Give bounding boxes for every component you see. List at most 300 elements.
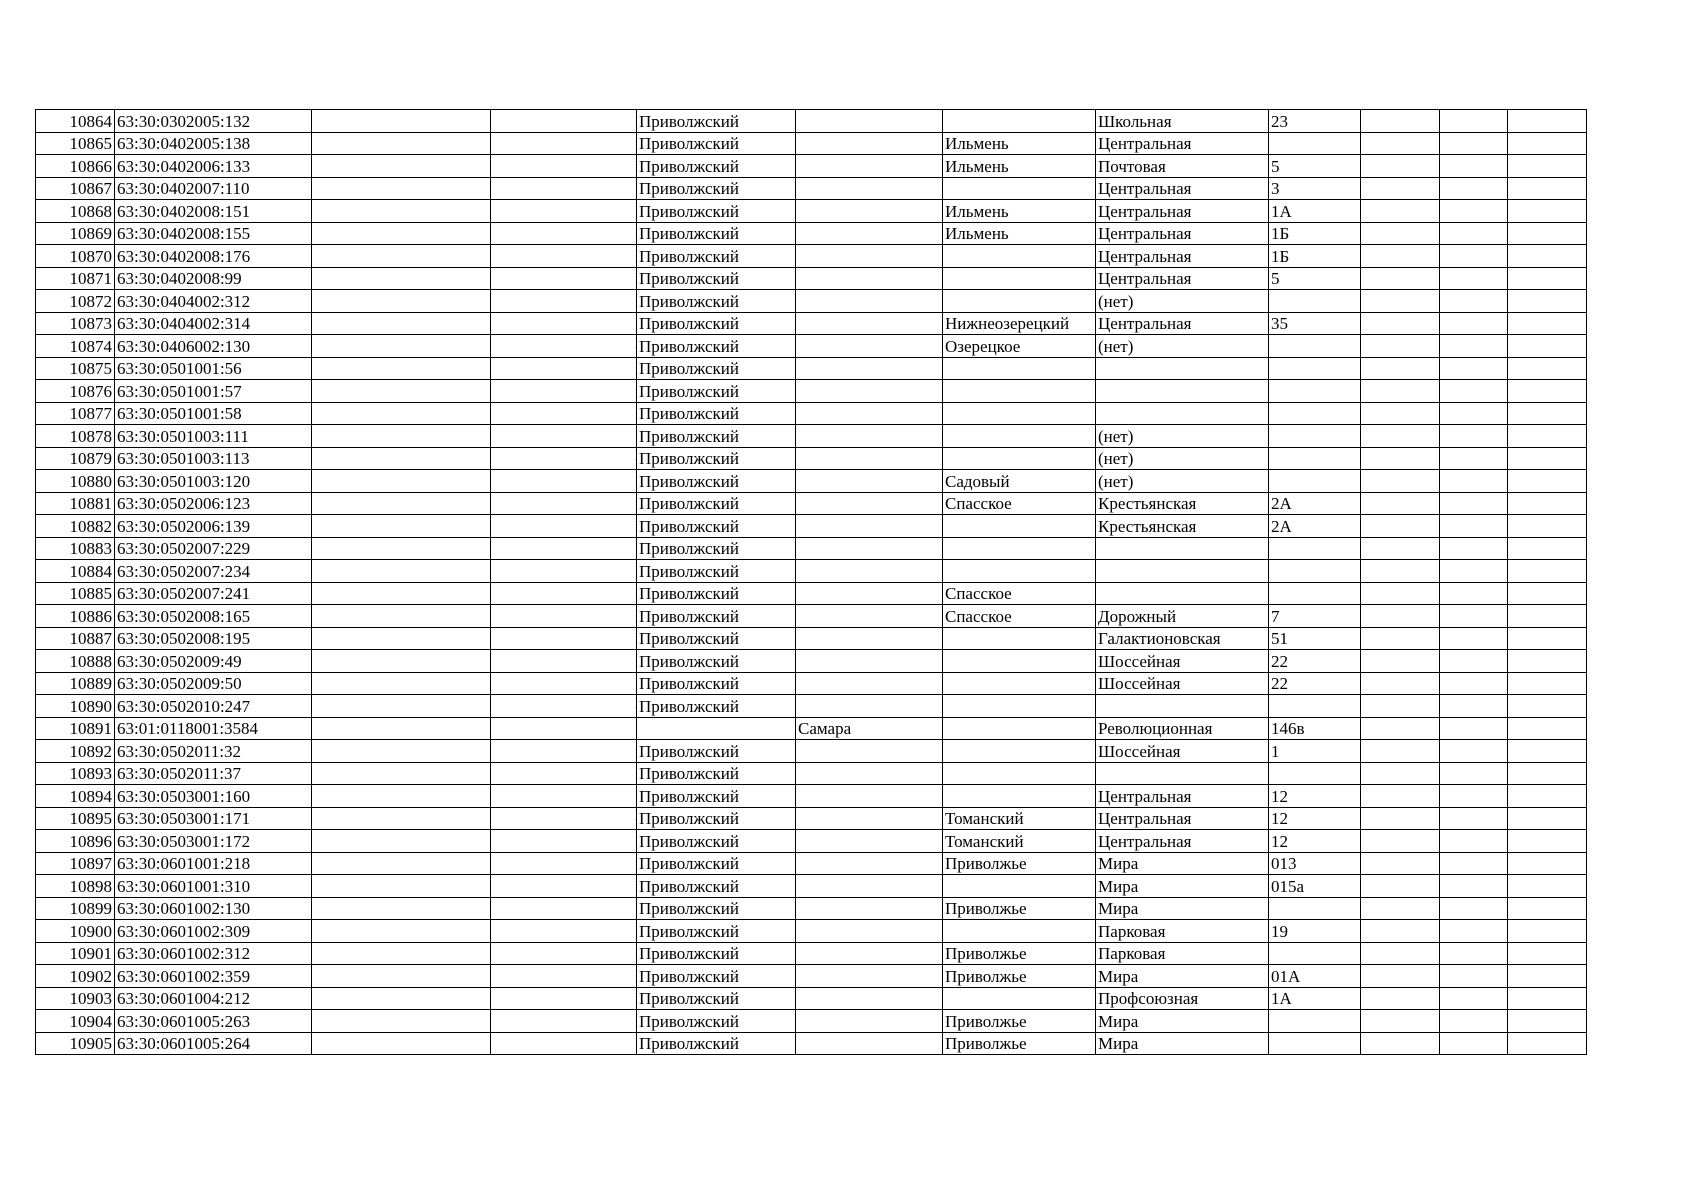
cell-house	[1269, 942, 1361, 965]
cell-col-11	[1440, 515, 1508, 538]
cell-house	[1269, 695, 1361, 718]
cell-col-11	[1440, 762, 1508, 785]
cell-house	[1269, 132, 1361, 155]
cell-settlement: Ильмень	[943, 132, 1096, 155]
cell-col-3	[312, 1010, 491, 1033]
cell-street: Парковая	[1096, 920, 1269, 943]
cell-cadastral-number: 63:30:0402008:176	[115, 245, 312, 268]
cell-col-12	[1508, 942, 1587, 965]
cell-col-12	[1508, 132, 1587, 155]
cell-col-3	[312, 695, 491, 718]
cell-street: (нет)	[1096, 335, 1269, 358]
cell-col-12	[1508, 245, 1587, 268]
cell-col-4	[491, 335, 637, 358]
cell-district: Приволжский	[637, 357, 796, 380]
cell-col-10	[1361, 200, 1440, 223]
cell-col-11	[1440, 357, 1508, 380]
cell-col-3	[312, 987, 491, 1010]
cell-row-number: 10881	[36, 492, 115, 515]
cell-col-11	[1440, 200, 1508, 223]
table-row	[36, 470, 1587, 493]
cell-col-10	[1361, 425, 1440, 448]
cell-row-number: 10898	[36, 875, 115, 898]
cell-district: Приволжский	[637, 875, 796, 898]
cell-col-12	[1508, 807, 1587, 830]
cell-col-12	[1508, 200, 1587, 223]
cell-col-11	[1440, 852, 1508, 875]
cell-house	[1269, 762, 1361, 785]
cell-district: Приволжский	[637, 312, 796, 335]
cell-row-number: 10897	[36, 852, 115, 875]
cell-col-12	[1508, 875, 1587, 898]
cell-col-3	[312, 605, 491, 628]
cell-settlement: Приволжье	[943, 965, 1096, 988]
cell-col-11	[1440, 537, 1508, 560]
cell-col-3	[312, 920, 491, 943]
cell-row-number: 10891	[36, 717, 115, 740]
cell-col-4	[491, 492, 637, 515]
cell-cadastral-number: 63:30:0502007:241	[115, 582, 312, 605]
cell-district: Приволжский	[637, 470, 796, 493]
cell-street: (нет)	[1096, 290, 1269, 313]
cell-house: 146в	[1269, 717, 1361, 740]
cell-district: Приволжский	[637, 245, 796, 268]
cell-col-12	[1508, 762, 1587, 785]
table-row	[36, 920, 1587, 943]
cell-street: Центральная	[1096, 785, 1269, 808]
cell-col-3	[312, 380, 491, 403]
cell-cadastral-number: 63:30:0402008:151	[115, 200, 312, 223]
cell-settlement: Приволжье	[943, 1010, 1096, 1033]
cell-col-4	[491, 132, 637, 155]
cell-district: Приволжский	[637, 177, 796, 200]
table-row	[36, 785, 1587, 808]
cell-house: 35	[1269, 312, 1361, 335]
cell-col-10	[1361, 987, 1440, 1010]
cell-col-11	[1440, 447, 1508, 470]
cell-cadastral-number: 63:30:0601002:359	[115, 965, 312, 988]
cell-house	[1269, 335, 1361, 358]
cell-settlement: Озерецкое	[943, 335, 1096, 358]
cell-col-10	[1361, 537, 1440, 560]
cell-col-4	[491, 740, 637, 763]
cell-cadastral-number: 63:30:0502007:234	[115, 560, 312, 583]
cell-col-4	[491, 897, 637, 920]
table-row	[36, 312, 1587, 335]
cell-col-12	[1508, 897, 1587, 920]
cell-row-number: 10882	[36, 515, 115, 538]
cell-city	[796, 335, 943, 358]
cell-col-10	[1361, 312, 1440, 335]
table-row	[36, 402, 1587, 425]
cell-house	[1269, 560, 1361, 583]
cell-col-4	[491, 875, 637, 898]
cell-street	[1096, 695, 1269, 718]
table-row	[36, 560, 1587, 583]
cell-col-4	[491, 357, 637, 380]
cell-street: Парковая	[1096, 942, 1269, 965]
cell-col-4	[491, 380, 637, 403]
cell-col-4	[491, 582, 637, 605]
cell-col-12	[1508, 830, 1587, 853]
cell-street: Мира	[1096, 965, 1269, 988]
cell-col-3	[312, 132, 491, 155]
cell-settlement	[943, 672, 1096, 695]
cell-street: Школьная	[1096, 110, 1269, 133]
cell-city	[796, 920, 943, 943]
cell-cadastral-number: 63:30:0402005:138	[115, 132, 312, 155]
cell-cadastral-number: 63:30:0601001:218	[115, 852, 312, 875]
cell-city	[796, 807, 943, 830]
cell-col-3	[312, 672, 491, 695]
cell-row-number: 10873	[36, 312, 115, 335]
cell-city	[796, 177, 943, 200]
cell-col-11	[1440, 177, 1508, 200]
cell-col-11	[1440, 942, 1508, 965]
cell-col-12	[1508, 1010, 1587, 1033]
cell-settlement	[943, 537, 1096, 560]
cell-col-10	[1361, 492, 1440, 515]
cell-col-10	[1361, 582, 1440, 605]
cell-house: 51	[1269, 627, 1361, 650]
cell-street: (нет)	[1096, 447, 1269, 470]
cell-col-3	[312, 335, 491, 358]
cell-city	[796, 942, 943, 965]
cell-row-number: 10889	[36, 672, 115, 695]
cell-house: 19	[1269, 920, 1361, 943]
cell-city	[796, 155, 943, 178]
cell-col-4	[491, 695, 637, 718]
cell-col-12	[1508, 740, 1587, 763]
cell-house: 22	[1269, 650, 1361, 673]
cell-cadastral-number: 63:30:0502006:139	[115, 515, 312, 538]
records-table	[35, 109, 1587, 1055]
cell-settlement: Нижнеозерецкий	[943, 312, 1096, 335]
cell-col-11	[1440, 560, 1508, 583]
cell-settlement: Томанский	[943, 830, 1096, 853]
table-row	[36, 177, 1587, 200]
cell-col-3	[312, 717, 491, 740]
cell-col-12	[1508, 717, 1587, 740]
cell-col-11	[1440, 380, 1508, 403]
cell-cadastral-number: 63:30:0601001:310	[115, 875, 312, 898]
cell-col-11	[1440, 222, 1508, 245]
cell-col-3	[312, 290, 491, 313]
cell-house	[1269, 1010, 1361, 1033]
cell-cadastral-number: 63:30:0502006:123	[115, 492, 312, 515]
table-row	[36, 672, 1587, 695]
table-row	[36, 222, 1587, 245]
cell-district: Приволжский	[637, 695, 796, 718]
cell-col-3	[312, 807, 491, 830]
cell-col-3	[312, 312, 491, 335]
cell-col-3	[312, 425, 491, 448]
cell-col-4	[491, 312, 637, 335]
cell-col-12	[1508, 627, 1587, 650]
cell-district: Приволжский	[637, 222, 796, 245]
cell-settlement: Спасское	[943, 492, 1096, 515]
cell-city	[796, 1032, 943, 1055]
cell-city	[796, 785, 943, 808]
cell-col-11	[1440, 402, 1508, 425]
cell-col-10	[1361, 335, 1440, 358]
cell-col-12	[1508, 1032, 1587, 1055]
cell-col-12	[1508, 852, 1587, 875]
cell-city	[796, 560, 943, 583]
cell-city	[796, 425, 943, 448]
cell-district: Приволжский	[637, 380, 796, 403]
cell-city	[796, 537, 943, 560]
cell-cadastral-number: 63:30:0404002:312	[115, 290, 312, 313]
cell-district: Приволжский	[637, 1032, 796, 1055]
cell-city	[796, 245, 943, 268]
cell-row-number: 10895	[36, 807, 115, 830]
cell-house	[1269, 425, 1361, 448]
cell-settlement	[943, 920, 1096, 943]
cell-settlement	[943, 402, 1096, 425]
cell-district: Приволжский	[637, 582, 796, 605]
cell-col-3	[312, 875, 491, 898]
cell-col-4	[491, 245, 637, 268]
cell-district: Приволжский	[637, 560, 796, 583]
table-row	[36, 200, 1587, 223]
cell-settlement	[943, 357, 1096, 380]
cell-cadastral-number: 63:30:0302005:132	[115, 110, 312, 133]
cell-street	[1096, 402, 1269, 425]
cell-col-11	[1440, 492, 1508, 515]
cell-col-4	[491, 447, 637, 470]
cell-col-10	[1361, 177, 1440, 200]
cell-col-10	[1361, 447, 1440, 470]
cell-house	[1269, 402, 1361, 425]
cell-street: Центральная	[1096, 200, 1269, 223]
cell-cadastral-number: 63:30:0502008:165	[115, 605, 312, 628]
cell-house: 5	[1269, 155, 1361, 178]
cell-col-11	[1440, 132, 1508, 155]
cell-col-10	[1361, 852, 1440, 875]
cell-col-12	[1508, 267, 1587, 290]
table-row	[36, 762, 1587, 785]
cell-city	[796, 762, 943, 785]
cell-street	[1096, 537, 1269, 560]
cell-col-10	[1361, 402, 1440, 425]
cell-city	[796, 290, 943, 313]
cell-col-4	[491, 672, 637, 695]
cell-district: Приволжский	[637, 110, 796, 133]
cell-cadastral-number: 63:30:0601005:263	[115, 1010, 312, 1033]
cell-city	[796, 110, 943, 133]
cell-cadastral-number: 63:30:0402006:133	[115, 155, 312, 178]
cell-col-3	[312, 245, 491, 268]
cell-col-4	[491, 1010, 637, 1033]
cell-col-4	[491, 560, 637, 583]
cell-col-12	[1508, 110, 1587, 133]
cell-col-10	[1361, 222, 1440, 245]
table-row	[36, 740, 1587, 763]
cell-house: 7	[1269, 605, 1361, 628]
cell-col-4	[491, 807, 637, 830]
cell-col-10	[1361, 942, 1440, 965]
cell-col-12	[1508, 312, 1587, 335]
cell-col-12	[1508, 537, 1587, 560]
cell-row-number: 10884	[36, 560, 115, 583]
cell-house: 12	[1269, 807, 1361, 830]
cell-col-4	[491, 425, 637, 448]
cell-city	[796, 267, 943, 290]
cell-house: 5	[1269, 267, 1361, 290]
cell-settlement	[943, 987, 1096, 1010]
cell-col-12	[1508, 177, 1587, 200]
cell-col-10	[1361, 785, 1440, 808]
table-row	[36, 650, 1587, 673]
cell-col-10	[1361, 515, 1440, 538]
cell-street: Мира	[1096, 852, 1269, 875]
cell-col-12	[1508, 965, 1587, 988]
cell-col-12	[1508, 560, 1587, 583]
cell-col-3	[312, 830, 491, 853]
cell-street: Шоссейная	[1096, 740, 1269, 763]
cell-row-number: 10880	[36, 470, 115, 493]
cell-col-11	[1440, 245, 1508, 268]
cell-row-number: 10890	[36, 695, 115, 718]
cell-city	[796, 515, 943, 538]
cell-row-number: 10896	[36, 830, 115, 853]
cell-settlement	[943, 425, 1096, 448]
cell-row-number: 10899	[36, 897, 115, 920]
cell-col-10	[1361, 1010, 1440, 1033]
cell-cadastral-number: 63:30:0404002:314	[115, 312, 312, 335]
cell-house	[1269, 582, 1361, 605]
cell-col-11	[1440, 740, 1508, 763]
cell-row-number: 10878	[36, 425, 115, 448]
cell-district: Приволжский	[637, 897, 796, 920]
cell-col-3	[312, 447, 491, 470]
cell-col-12	[1508, 515, 1587, 538]
cell-house: 22	[1269, 672, 1361, 695]
cell-street	[1096, 380, 1269, 403]
cell-house: 12	[1269, 830, 1361, 853]
cell-house: 1А	[1269, 200, 1361, 223]
cell-city	[796, 740, 943, 763]
cell-col-10	[1361, 807, 1440, 830]
cell-col-3	[312, 470, 491, 493]
cell-col-12	[1508, 785, 1587, 808]
cell-col-3	[312, 582, 491, 605]
cell-col-3	[312, 402, 491, 425]
cell-row-number: 10864	[36, 110, 115, 133]
cell-col-12	[1508, 155, 1587, 178]
cell-street: Профсоюзная	[1096, 987, 1269, 1010]
cell-house: 23	[1269, 110, 1361, 133]
cell-city: Самара	[796, 717, 943, 740]
cell-col-3	[312, 1032, 491, 1055]
cell-row-number: 10886	[36, 605, 115, 628]
table-row	[36, 987, 1587, 1010]
cell-settlement: Ильмень	[943, 200, 1096, 223]
cell-col-11	[1440, 1010, 1508, 1033]
cell-settlement	[943, 380, 1096, 403]
cell-col-10	[1361, 1032, 1440, 1055]
cell-district: Приволжский	[637, 852, 796, 875]
cell-city	[796, 357, 943, 380]
cell-city	[796, 650, 943, 673]
table-row	[36, 965, 1587, 988]
cell-col-4	[491, 942, 637, 965]
cell-city	[796, 402, 943, 425]
cell-cadastral-number: 63:30:0502011:32	[115, 740, 312, 763]
cell-col-4	[491, 402, 637, 425]
cell-col-11	[1440, 717, 1508, 740]
cell-col-3	[312, 200, 491, 223]
cell-street	[1096, 582, 1269, 605]
cell-row-number: 10892	[36, 740, 115, 763]
cell-col-12	[1508, 695, 1587, 718]
cell-row-number: 10867	[36, 177, 115, 200]
cell-street: Центральная	[1096, 312, 1269, 335]
cell-row-number: 10865	[36, 132, 115, 155]
cell-col-3	[312, 852, 491, 875]
cell-col-11	[1440, 1032, 1508, 1055]
cell-house: 1Б	[1269, 245, 1361, 268]
cell-row-number: 10870	[36, 245, 115, 268]
cell-house: 1А	[1269, 987, 1361, 1010]
cell-row-number: 10866	[36, 155, 115, 178]
cell-col-3	[312, 627, 491, 650]
cell-district: Приволжский	[637, 920, 796, 943]
cell-city	[796, 470, 943, 493]
cell-col-10	[1361, 267, 1440, 290]
cell-settlement: Томанский	[943, 807, 1096, 830]
cell-col-3	[312, 740, 491, 763]
cell-street: Галактионовская	[1096, 627, 1269, 650]
cell-street: Центральная	[1096, 132, 1269, 155]
cell-house: 2А	[1269, 515, 1361, 538]
cell-settlement: Приволжье	[943, 1032, 1096, 1055]
cell-cadastral-number: 63:30:0502009:49	[115, 650, 312, 673]
cell-cadastral-number: 63:30:0601002:309	[115, 920, 312, 943]
cell-row-number: 10875	[36, 357, 115, 380]
cell-house	[1269, 897, 1361, 920]
cell-row-number: 10887	[36, 627, 115, 650]
cell-street: Центральная	[1096, 830, 1269, 853]
table-body	[36, 110, 1587, 1055]
cell-col-10	[1361, 920, 1440, 943]
cell-col-4	[491, 920, 637, 943]
cell-col-3	[312, 177, 491, 200]
cell-col-4	[491, 290, 637, 313]
cell-settlement	[943, 177, 1096, 200]
cell-cadastral-number: 63:30:0402007:110	[115, 177, 312, 200]
cell-row-number: 10879	[36, 447, 115, 470]
cell-col-12	[1508, 987, 1587, 1010]
cell-col-3	[312, 762, 491, 785]
cell-street: Центральная	[1096, 245, 1269, 268]
cell-row-number: 10885	[36, 582, 115, 605]
cell-col-3	[312, 537, 491, 560]
cell-col-4	[491, 1032, 637, 1055]
cell-settlement: Спасское	[943, 582, 1096, 605]
table-row	[36, 605, 1587, 628]
cell-col-3	[312, 785, 491, 808]
cell-col-11	[1440, 470, 1508, 493]
cell-col-10	[1361, 830, 1440, 853]
cell-district: Приволжский	[637, 785, 796, 808]
table-row	[36, 627, 1587, 650]
cell-col-4	[491, 762, 637, 785]
cell-settlement: Приволжье	[943, 852, 1096, 875]
cell-settlement	[943, 695, 1096, 718]
cell-street: (нет)	[1096, 470, 1269, 493]
